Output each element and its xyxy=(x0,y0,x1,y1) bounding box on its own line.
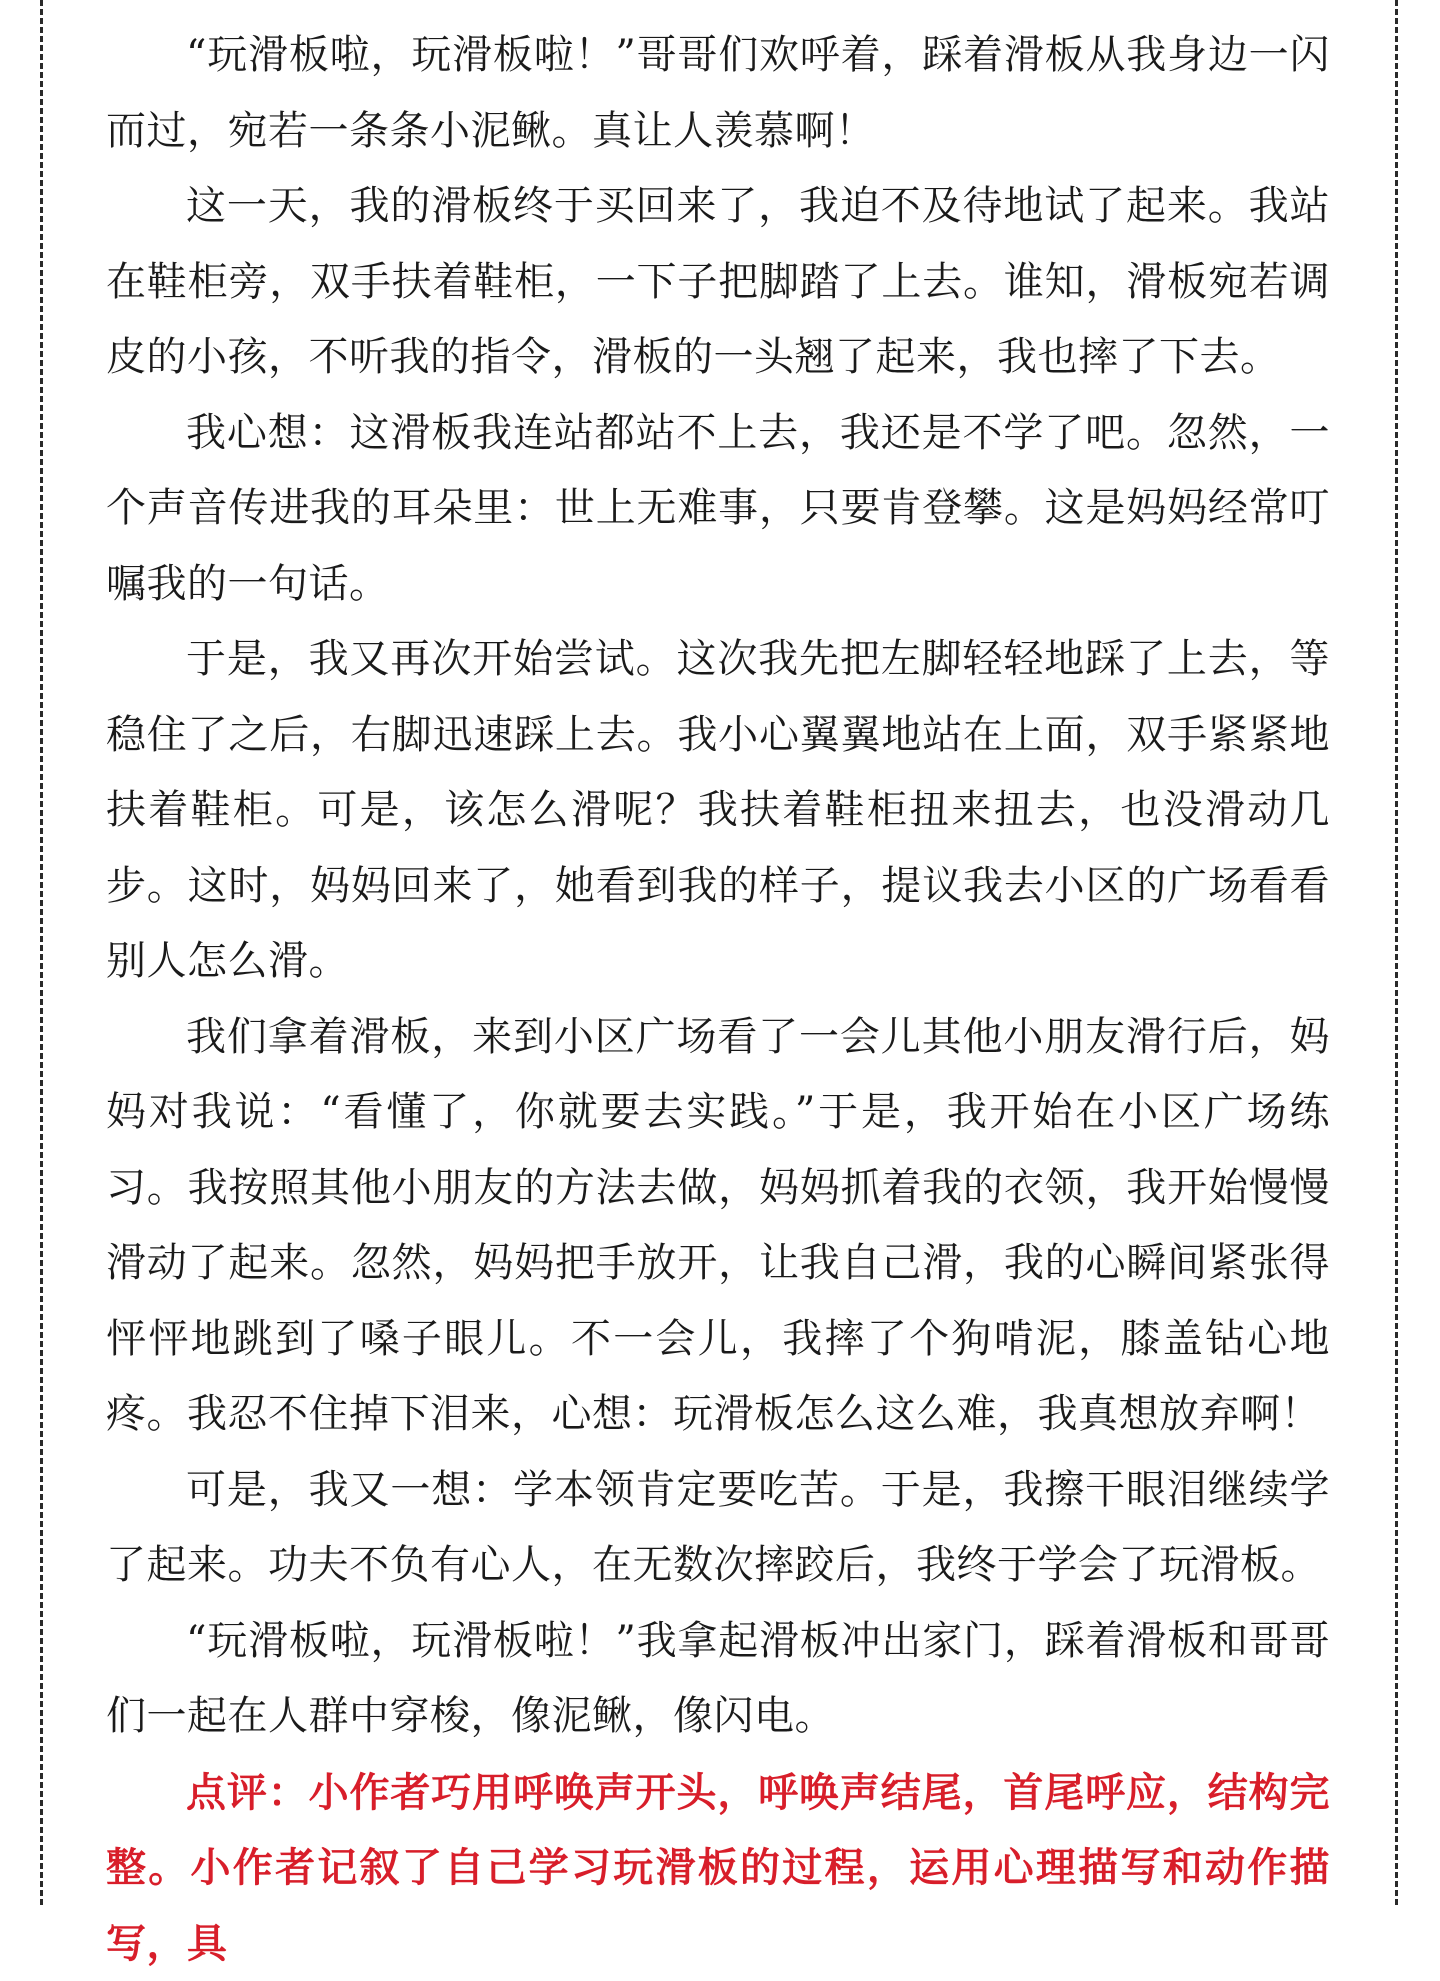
right-dashed-border xyxy=(1395,0,1398,1905)
paragraph: 我心想：这滑板我连站都站不上去，我还是不学了吧。忽然，一个声音传进我的耳朵里：世上无难事，只要肯登攀。这是妈妈经常叮嘱我的一句话。 xyxy=(106,396,1330,623)
paragraph: 这一天，我的滑板终于买回来了，我迫不及待地试了起来。我站在鞋柜旁，双手扶着鞋柜，一下子把脚踏了上去。谁知，滑板宛若调皮的小孩，不听我的指令，滑板的一头翘了起来，我也摔了下去。 xyxy=(106,169,1330,396)
paragraph: “玩滑板啦，玩滑板啦！”哥哥们欢呼着，踩着滑板从我身边一闪而过，宛若一条条小泥鳅。真让人羡慕啊！ xyxy=(106,18,1330,169)
paragraph: 可是，我又一想：学本领肯定要吃苦。于是，我擦干眼泪继续学了起来。功夫不负有心人，在无数次摔跤后，我终于学会了玩滑板。 xyxy=(106,1453,1330,1604)
paragraph: “玩滑板啦，玩滑板啦！”我拿起滑板冲出家门，踩着滑板和哥哥们一起在人群中穿梭，像泥鳅，像闪电。 xyxy=(106,1604,1330,1755)
left-dashed-border xyxy=(40,0,43,1905)
teacher-comment: 点评：小作者巧用呼唤声开头，呼唤声结尾，首尾呼应，结构完整。小作者记叙了自己学习玩滑板的过程，运用心理描写和动作描写，具 xyxy=(106,1755,1330,1981)
paragraph: 我们拿着滑板，来到小区广场看了一会儿其他小朋友滑行后，妈妈对我说：“看懂了，你就要去实践。”于是，我开始在小区广场练习。我按照其他小朋友的方法去做，妈妈抓着我的衣领，我开始慢慢滑动了起来。忽然，妈妈把手放开，让我自己滑，我的心瞬间紧张得怦怦地跳到了嗓子眼儿。不一会儿，我摔了个狗啃泥，膝盖钻心地疼。我忍不住掉下泪来，心想：玩滑板怎么这么难，我真想放弃啊！ xyxy=(106,1000,1330,1453)
essay-body xyxy=(106,18,1330,1981)
paragraph: 于是，我又再次开始尝试。这次我先把左脚轻轻地踩了上去，等稳住了之后，右脚迅速踩上去。我小心翼翼地站在上面，双手紧紧地扶着鞋柜。可是，该怎么滑呢？我扶着鞋柜扭来扭去，也没滑动几步。这时，妈妈回来了，她看到我的样子，提议我去小区的广场看看别人怎么滑。 xyxy=(106,622,1330,1000)
top-decoration xyxy=(520,0,920,6)
